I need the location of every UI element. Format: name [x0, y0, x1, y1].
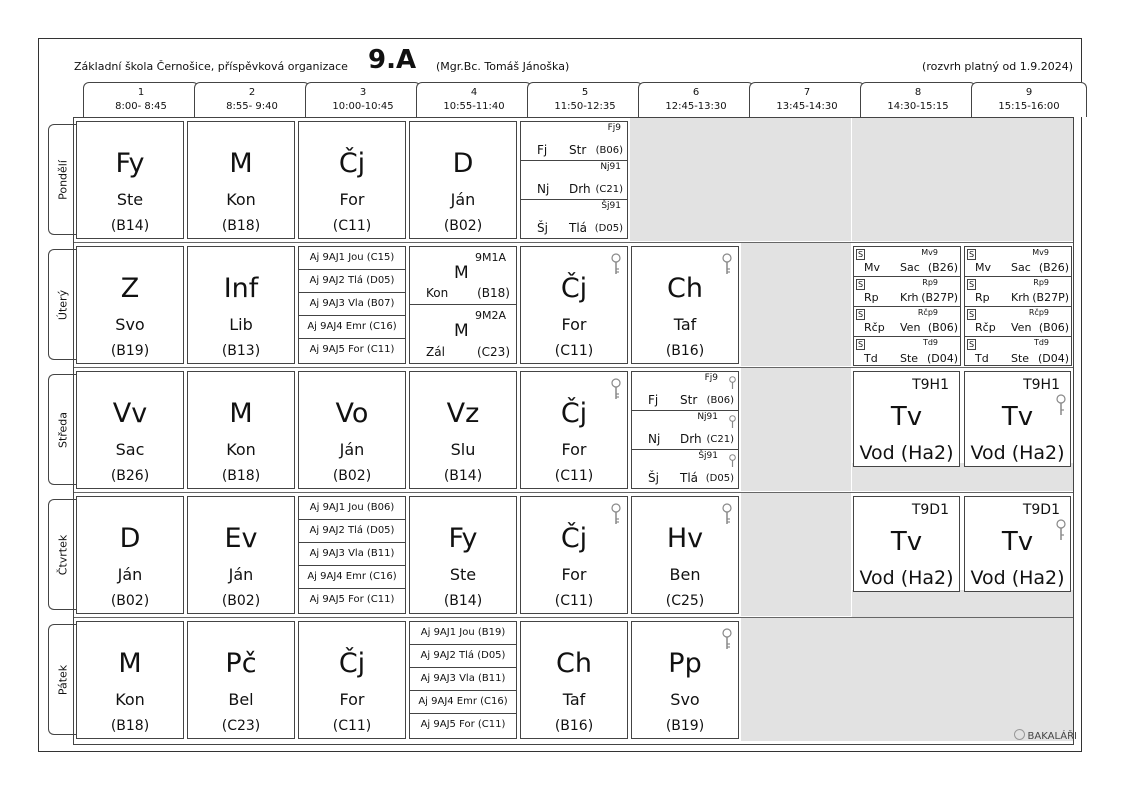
period-header-4: 4 10:55-11:40: [416, 82, 532, 117]
lesson-mon-1[interactable]: Fy Ste (B14): [76, 121, 184, 239]
lesson-tue-2[interactable]: Inf Lib (B13): [187, 246, 295, 364]
lesson-tue-3-english-groups[interactable]: [298, 246, 406, 364]
row-divider: [74, 367, 1073, 368]
lesson-wed-8-pe[interactable]: T9H1 Tv Vod (Ha2): [853, 371, 960, 467]
lesson-thu-3-english-groups[interactable]: [298, 496, 406, 614]
bakalari-logo: BAKALÁŘI: [1014, 729, 1077, 742]
group-lesson[interactable]: Nj91 Nj Drh (C21): [632, 411, 738, 450]
day-tab-monday: Pondělí: [48, 124, 76, 235]
day-tab-tuesday: Úterý: [48, 249, 76, 360]
english-group[interactable]: Aj 9AJ3 Vla (B07): [299, 293, 405, 316]
english-group[interactable]: Aj 9AJ4 Emr (C16): [299, 316, 405, 339]
period-header-8: 8 14:30-15:15: [860, 82, 976, 117]
lesson-mon-4[interactable]: D Ján (B02): [409, 121, 517, 239]
group-lesson[interactable]: S Td9 Td Ste (D04): [969, 338, 1069, 365]
valid-from: (rozvrh platný od 1.9.2024): [922, 60, 1073, 73]
lesson-wed-6-groups[interactable]: [631, 371, 739, 489]
english-group[interactable]: Aj 9AJ4 Emr (C16): [410, 691, 516, 714]
empty-slot: [852, 118, 1073, 241]
key-icon: [729, 454, 736, 468]
group-lesson[interactable]: S Rp9 Rp Krh (B27P): [854, 277, 960, 307]
lesson-tue-5[interactable]: Čj For (C11): [520, 246, 628, 364]
english-group[interactable]: Aj 9AJ1 Jou (B06): [299, 497, 405, 520]
group-lesson[interactable]: Šj91 Šj Tlá (D05): [648, 451, 734, 485]
period-header-9: 9 15:15-16:00: [971, 82, 1087, 117]
group-lesson[interactable]: Šj91 Šj Tlá (D05): [537, 201, 623, 235]
day-tab-wednesday: Středa: [48, 374, 76, 485]
group-lesson[interactable]: Fj9 Fj Str (B06): [521, 122, 627, 161]
key-icon: [722, 253, 732, 275]
lesson-wed-3[interactable]: Vo Ján (B02): [298, 371, 406, 489]
period-header-6: 6 12:45-13:30: [638, 82, 754, 117]
period-header-7: 7 13:45-14:30: [749, 82, 865, 117]
lesson-tue-4-math-groups[interactable]: [409, 246, 517, 364]
english-group[interactable]: Aj 9AJ2 Tlá (D05): [299, 520, 405, 543]
english-group[interactable]: Aj 9AJ2 Tlá (D05): [299, 270, 405, 293]
row-divider: [74, 242, 1073, 243]
lesson-thu-6[interactable]: Hv Ben (C25): [631, 496, 739, 614]
row-divider: [74, 617, 1073, 618]
key-icon: [722, 503, 732, 525]
empty-slot: [630, 118, 851, 241]
empty-slot: [852, 590, 1073, 617]
lesson-tue-6[interactable]: Ch Taf (B16): [631, 246, 739, 364]
lesson-thu-2[interactable]: Ev Ján (B02): [187, 496, 295, 614]
empty-slot: [741, 368, 851, 491]
lesson-fri-4-english-groups[interactable]: [409, 621, 517, 739]
lesson-thu-1[interactable]: D Ján (B02): [76, 496, 184, 614]
key-icon: [611, 253, 621, 275]
group-lesson[interactable]: S Mv9 Mv Sac (B26): [965, 247, 1071, 277]
group-lesson[interactable]: Fj9 Fj Str (B06): [632, 372, 738, 411]
lesson-fri-2[interactable]: Pč Bel (C23): [187, 621, 295, 739]
class-title: 9.A: [368, 45, 417, 75]
lesson-wed-1[interactable]: Vv Sac (B26): [76, 371, 184, 489]
lesson-wed-2[interactable]: M Kon (B18): [187, 371, 295, 489]
lesson-thu-8-pe[interactable]: T9D1 Tv Vod (Ha2): [853, 496, 960, 592]
lesson-mon-3[interactable]: Čj For (C11): [298, 121, 406, 239]
group-lesson[interactable]: S Rp9 Rp Krh (B27P): [965, 277, 1071, 307]
english-group[interactable]: Aj 9AJ4 Emr (C16): [299, 566, 405, 589]
period-header-2: 2 8:55- 9:40: [194, 82, 310, 117]
lesson-mon-2[interactable]: M Kon (B18): [187, 121, 295, 239]
bakalari-logo-icon: [1014, 729, 1025, 740]
lesson-tue-1[interactable]: Z Svo (B19): [76, 246, 184, 364]
lesson-wed-5[interactable]: Čj For (C11): [520, 371, 628, 489]
lesson-fri-6[interactable]: Pp Svo (B19): [631, 621, 739, 739]
english-group[interactable]: Aj 9AJ5 For (C11): [420, 719, 506, 730]
group-lesson[interactable]: 9M1A M Kon (B18): [410, 247, 516, 305]
lesson-wed-4[interactable]: Vz Slu (B14): [409, 371, 517, 489]
day-tab-thursday: Čtvrtek: [48, 499, 76, 610]
group-lesson[interactable]: Nj91 Nj Drh (C21): [521, 161, 627, 200]
key-icon: [722, 628, 732, 650]
lesson-thu-9-pe[interactable]: T9D1 Tv Vod (Ha2): [964, 496, 1071, 592]
key-icon: [611, 503, 621, 525]
key-icon: [729, 415, 736, 429]
lesson-fri-1[interactable]: M Kon (B18): [76, 621, 184, 739]
period-header-5: 5 11:50-12:35: [527, 82, 643, 117]
english-group[interactable]: Aj 9AJ1 Jou (B19): [410, 622, 516, 645]
key-icon: [611, 378, 621, 400]
day-tab-friday: Pátek: [48, 624, 76, 735]
lesson-mon-5-groups[interactable]: [520, 121, 628, 239]
empty-slot: [741, 243, 851, 366]
lesson-thu-4[interactable]: Fy Ste (B14): [409, 496, 517, 614]
english-group[interactable]: Aj 9AJ2 Tlá (D05): [410, 645, 516, 668]
lesson-tue-9-optional-groups[interactable]: [964, 246, 1072, 366]
lesson-thu-5[interactable]: Čj For (C11): [520, 496, 628, 614]
english-group[interactable]: Aj 9AJ3 Vla (B11): [410, 668, 516, 691]
group-lesson[interactable]: S Rčp9 Rčp Ven (B06): [854, 307, 960, 337]
row-divider: [74, 492, 1073, 493]
english-group[interactable]: Aj 9AJ5 For (C11): [309, 344, 395, 355]
key-icon: [729, 376, 736, 390]
lesson-wed-9-pe[interactable]: T9H1 Tv Vod (Ha2): [964, 371, 1071, 467]
group-lesson[interactable]: S Mv9 Mv Sac (B26): [854, 247, 960, 277]
english-group[interactable]: Aj 9AJ1 Jou (C15): [299, 247, 405, 270]
lesson-fri-3[interactable]: Čj For (C11): [298, 621, 406, 739]
period-header-1: 1 8:00- 8:45: [83, 82, 199, 117]
lesson-fri-5[interactable]: Ch Taf (B16): [520, 621, 628, 739]
empty-slot: [741, 618, 1073, 741]
school-name: Základní škola Černošice, příspěvková organizace: [74, 60, 348, 73]
period-header-3: 3 10:00-10:45: [305, 82, 421, 117]
empty-slot: [741, 493, 851, 616]
lesson-tue-8-optional-groups[interactable]: [853, 246, 961, 366]
english-group[interactable]: Aj 9AJ3 Vla (B11): [299, 543, 405, 566]
empty-slot: [852, 463, 1073, 491]
english-group[interactable]: Aj 9AJ5 For (C11): [309, 594, 395, 605]
group-lesson[interactable]: S Td9 Td Ste (D04): [858, 338, 958, 365]
class-teacher: (Mgr.Bc. Tomáš Jánoška): [436, 60, 570, 73]
group-lesson[interactable]: 9M2A M Zál (C23): [426, 309, 510, 359]
group-lesson[interactable]: S Rčp9 Rčp Ven (B06): [965, 307, 1071, 337]
